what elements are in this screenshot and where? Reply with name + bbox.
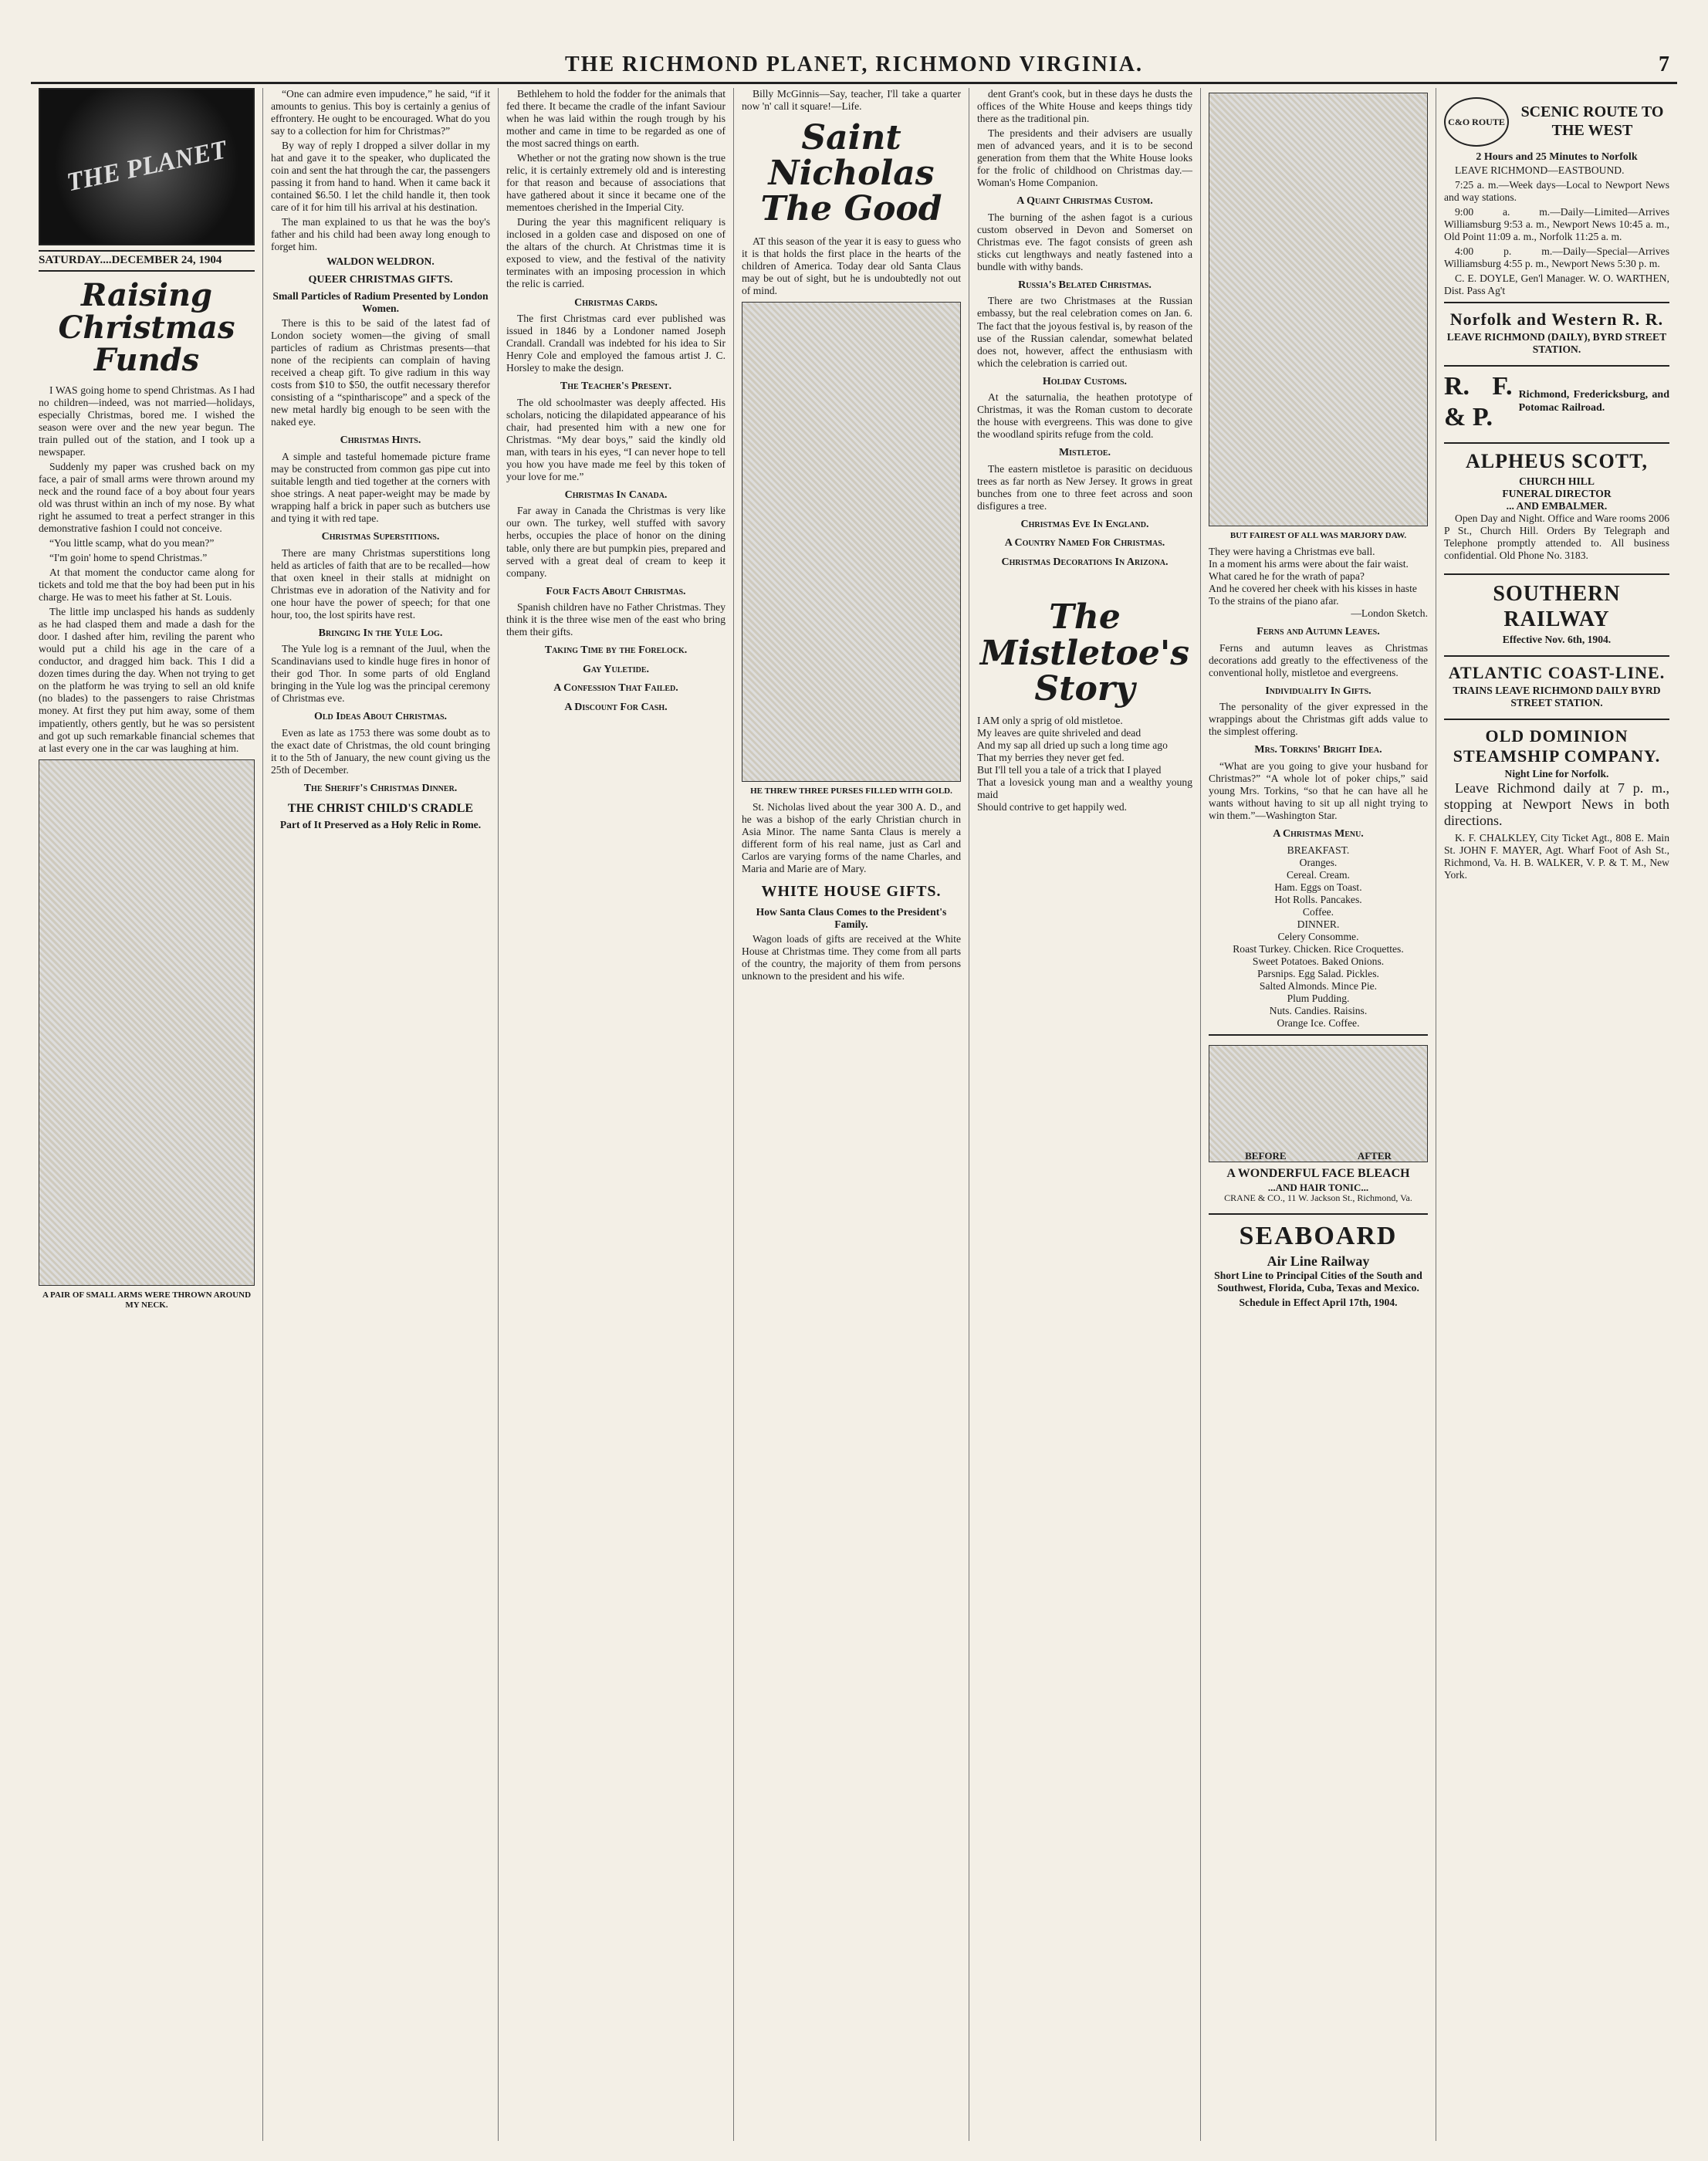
menu-line: Parsnips. Egg Salad. Pickles. — [1257, 967, 1379, 979]
article-paragraph: St. Nicholas lived about the year 300 A. D., and he was a bishop of the early Christian church in Asia Minor. The name Santa Claus is merely a different form of his real name, just as Carl and Carlos are varying forms of the name Charles, and Maria and Marie are of Mary. — [742, 800, 961, 874]
section-title: Christmas Eve In England. — [1020, 518, 1149, 530]
article-signature: WALDON WELDRON. — [326, 255, 435, 268]
section-title: Gay Yuletide. — [582, 663, 650, 675]
ad-subtitle: Night Line for Norfolk. — [1504, 767, 1609, 780]
section-text: Spanish children have no Father Christmas. They think it is the three wise men of the east who bring them their gifts. — [506, 601, 725, 638]
article-paragraph: Bethlehem to hold the fodder for the animals that fed there. It became the cradle of the infant Saviour when he was laid within the rough trough by his mother and came in time to be regarded as one of the most sacred things on earth. — [506, 88, 725, 150]
before-after-illustration — [1209, 1045, 1428, 1162]
section-text: The old schoolmaster was deeply affected. His scholars, noticing the dilapidated appearance of his chair, had presented him with a new one for Christmas. “My dear boys,” said the kindly old man, with tears in his eyes, “I can never hope to tell you how you have made me feel by this token of your love for me.” — [506, 396, 725, 482]
poem-line: That a lovesick young man and a wealthy young maid — [977, 776, 1192, 801]
section-title: A Country Named For Christmas. — [1004, 537, 1165, 550]
menu-line: Cereal. Cream. — [1287, 868, 1350, 881]
article-paragraph: The man explained to us that he was the boy's father and his child had been away long enough to forget him. — [271, 216, 490, 253]
label-after: AFTER — [1357, 1149, 1392, 1162]
logo-text: THE PLANET — [64, 135, 229, 198]
section-title: A Confession That Failed. — [553, 682, 678, 695]
section-text: The Yule log is a remnant of the Juul, when the Scandinavians used to kindle huge fires in honor of their god Thor. In some parts of old England bringing in the Yule log was the principal ceremony of Christmas eve. — [271, 643, 490, 705]
article-paragraph: Suddenly my paper was crushed back on my face, a pair of small arms were thrown around my neck and the round face of a boy about four years old was thrust within an inch of my nose. By what right he assumed to treat a perfect stranger in this demonstrative fashion I could not conceive. — [39, 460, 255, 535]
menu-line: Celery Consomme. — [1277, 930, 1359, 942]
article-paragraph: Whether or not the grating now shown is the true relic, it is certainly extremely old and is interesting for that reason and because of associations that have gathered about it since it became one of the mementoes cherished in the Imperial City. — [506, 152, 725, 214]
alpheus-scott-ad — [1444, 442, 1669, 569]
menu-line: BREAKFAST. — [1287, 844, 1350, 856]
mistletoe-poem — [977, 715, 1192, 813]
illustration-caption: BUT FAIREST OF ALL WAS MARJORY DAW. — [1229, 531, 1407, 540]
section-title: QUEER CHRISTMAS GIFTS. — [308, 274, 453, 286]
poem-line: But I'll tell you a tale of a trick that I played — [977, 764, 1162, 776]
section-text: Wagon loads of gifts are received at the White House at Christmas time. They come from all parts of the country, the majority of them from persons unknown to the president and his wife. — [742, 932, 961, 982]
illustration-caption: A PAIR OF SMALL ARMS WERE THROWN AROUND MY NECK. — [42, 1290, 252, 1310]
section-text: At the saturnalia, the heathen prototype of Christmas, it was the Roman custom to decorate the house with evergreens. This was done to give the woodland spirits refuge from the cold. — [977, 391, 1192, 441]
column-4 — [733, 88, 969, 2141]
co-logo: C&O ROUTE — [1444, 97, 1509, 147]
ad-title: SOUTHERN RAILWAY — [1493, 581, 1621, 631]
article-paragraph: Billy McGinnis—Say, teacher, I'll take a quarter now 'n' call it square!—Life. — [742, 88, 961, 113]
menu-line: Plum Pudding. — [1287, 992, 1350, 1004]
poem-line: My leaves are quite shriveled and dead — [977, 727, 1141, 739]
poem-credit: —London Sketch. — [1351, 607, 1428, 620]
section-title: Christmas In Canada. — [564, 489, 668, 501]
seaboard-ad — [1209, 1213, 1428, 1316]
train-illustration — [39, 759, 255, 1286]
section-text: The eastern mistletoe is parasitic on deciduous trees as far north as New Jersey. It grows in great bunches from one to three feet across and soon disfigures a tree. — [977, 462, 1192, 512]
agent-line: K. F. CHALKLEY, City Ticket Agt., 808 E. Main St. JOHN F. MAYER, Agt. Wharf Foot of Ash St., Richmond, Va. H. B. WALKER, V. P. & T. M., New York. — [1444, 831, 1669, 881]
section-subtitle: How Santa Claus Comes to the President's Family. — [756, 905, 947, 930]
planet-logo — [39, 88, 255, 245]
column-2 — [262, 88, 498, 2141]
illustration-caption: HE THREW THREE PURSES FILLED WITH GOLD. — [750, 786, 952, 796]
marjory-poem — [1209, 546, 1428, 607]
issue-date: SATURDAY....DECEMBER 24, 1904 — [39, 250, 255, 272]
schedule-line: 7:25 a. m.—Week days—Local to Newport News and way stations. — [1444, 178, 1669, 203]
poem-line: Should contrive to get happily wed. — [977, 801, 1128, 813]
section-text: The personality of the giver expressed in the wrappings about the Christmas gift adds value to the simplest offering. — [1209, 701, 1428, 738]
menu-line: Orange Ice. Coffee. — [1277, 1017, 1360, 1029]
headline-mistletoe-story: The Mistletoe's Story — [979, 597, 1190, 708]
section-title: A Christmas Menu. — [1273, 828, 1364, 840]
section-title: Christmas Cards. — [574, 296, 658, 309]
section-text: There is this to be said of the latest fad of London society women—the giving of small particles of radium as Christmas presents—that none of the recipients can complain of having received a cheap gift. To give radium in this way costs from $10 to $50, the outfit necessary therefor consisting of a “spinthariscope” and a speck of the new metal hardly big enough to be seen with the naked eye. — [271, 317, 490, 428]
section-text: The burning of the ashen fagot is a curious custom observed in Devon and Somerset on Christmas eve. The fagot consists of green ash sticks cut lengthways and neatly fastened into a bundle with withy bands. — [977, 211, 1192, 272]
menu-line: Sweet Potatoes. Baked Onions. — [1252, 955, 1385, 967]
ad-subtitle: CHURCH HILL — [1519, 475, 1595, 487]
section-title: Mrs. Torkins' Bright Idea. — [1254, 744, 1382, 756]
headline-saint-nicholas: Saint Nicholas The Good — [760, 118, 942, 229]
section-title: A Quaint Christmas Custom. — [1016, 195, 1153, 208]
marjory-daw-illustration — [1209, 93, 1428, 526]
ad-title: R. F. & P. — [1444, 371, 1513, 431]
menu-line: Salted Almonds. Mince Pie. — [1259, 979, 1378, 992]
article-paragraph: “You little scamp, what do you mean?” — [49, 537, 215, 550]
poem-line: And my sap all dried up such a long time ago — [977, 739, 1168, 752]
ad-title: OLD DOMINION STEAMSHIP COMPANY. — [1453, 726, 1661, 766]
page-number: 7 — [1659, 52, 1671, 76]
section-text: The first Christmas card ever published was issued in 1846 by a Londoner named Joseph Crandall. Crandall was indebted for his idea to Sir Henry Cole and employed the famous artist J. C. Horsley to make the design. — [506, 313, 725, 374]
menu-line: Oranges. — [1299, 856, 1338, 868]
poem-line: In a moment his arms were about the fair waist. — [1209, 558, 1409, 570]
ad-title: Norfolk and Western R. R. — [1449, 309, 1664, 329]
menu-line: Ham. Eggs on Toast. — [1274, 881, 1362, 893]
schedule-line: LEAVE RICHMOND—EASTBOUND. — [1455, 164, 1625, 176]
section-subtitle: Part of It Preserved as a Holy Relic in Rome. — [279, 819, 482, 831]
headline-raising-funds: Raising Christmas Funds — [58, 276, 235, 378]
menu-line: Hot Rolls. Pancakes. — [1274, 893, 1362, 905]
article-paragraph: I WAS going home to spend Christmas. As I had no children—indeed, was not married—holidays, especially Christmas, bored me. I wished the season were over and the new year begun. The train pulled out of the station, and I took up a newspaper. — [39, 384, 255, 458]
agent-line: C. E. DOYLE, Gen'l Manager. W. O. WARTHEN, Dist. Pass Ag't — [1444, 272, 1669, 296]
section-title: Ferns and Autumn Leaves. — [1256, 626, 1380, 638]
section-title: Four Facts About Christmas. — [546, 585, 686, 597]
menu-line: Roast Turkey. Chicken. Rice Croquettes. — [1233, 942, 1404, 955]
ad-title: A WONDERFUL FACE BLEACH — [1226, 1167, 1410, 1181]
masthead — [31, 48, 1677, 84]
section-title: Christmas Hints. — [340, 435, 421, 447]
ad-subtitle: TRAINS LEAVE RICHMOND DAILY BYRD STREET STATION. — [1453, 685, 1661, 709]
ad-text: Leave Richmond daily at 7 p. m., stopping at Newport News in both directions. — [1444, 780, 1669, 829]
ad-title: ALPHEUS SCOTT, — [1465, 450, 1648, 473]
section-title: A Discount For Cash. — [564, 701, 668, 713]
section-title: Mistletoe. — [1058, 447, 1111, 459]
menu-line: Nuts. Candies. Raisins. — [1269, 1004, 1368, 1016]
menu-line: DINNER. — [1297, 918, 1340, 930]
article-paragraph: During the year this magnificent reliquary is inclosed in a golden case and disposed on one of the altars of the church. At Christmas time it is exposed to view, and the festival of the nativity terminates with an imposing procession in which the relic is carried. — [506, 216, 725, 290]
section-title: Taking Time by the Forelock. — [544, 644, 688, 657]
southern-railway-ad — [1444, 573, 1669, 651]
ad-title: SEABOARD — [1239, 1222, 1398, 1251]
poem-line: They were having a Christmas eve ball. — [1209, 545, 1375, 557]
article-intro: AT this season of the year it is easy to guess who it is that holds the first place in the hearts of the children of America. Today dear old Santa Claus may be out of sight, but he is undoubtedly not out of mind. — [742, 235, 961, 296]
article-paragraph: By way of reply I dropped a silver dollar in my hat and gave it to the speaker, who duplicated the coin and sent the hat through the car, the passengers passing it from hand to hand. When it came back it contained $6.50. I let the child handle it, then took care of it for him till his arrival at his destination. — [271, 140, 490, 214]
article-paragraph: At that moment the conductor came along for tickets and told me that the boy had been put in his charge. He was to meet his father at St. Louis. — [39, 566, 255, 604]
ad-schedule: Schedule in Effect April 17th, 1904. — [1239, 1297, 1398, 1309]
ad-subtitle: 2 Hours and 25 Minutes to Norfolk — [1476, 151, 1638, 163]
menu-line: Coffee. — [1302, 905, 1334, 918]
ad-subtitle: Richmond, Fredericksburg, and Potomac Railroad. — [1518, 389, 1669, 414]
article-paragraph: The presidents and their advisers are usually men of advanced years, and it is to be second generation from them that the White House looks for the frolic of childhood on Christmas day.—Woman's Home Companion. — [977, 127, 1192, 189]
co-route-ad — [1444, 93, 1669, 151]
section-title: Holiday Customs. — [1042, 375, 1128, 387]
schedule-line: 9:00 a. m.—Daily—Limited—Arrives Williamsburg 9:53 a. m., Newport News 10:45 a. m., Old Point 11:09 a. m., Norfolk 11:25 a. m. — [1444, 205, 1669, 242]
poem-line: I AM only a sprig of old mistletoe. — [977, 715, 1123, 727]
section-title: Old Ideas About Christmas. — [313, 711, 448, 723]
article-paragraph: “One can admire even impudence,” he said, “if it amounts to genius. This boy is certainly a genius of effrontery. He ought to be encouraged. What do you say to a collection for him for Christmas?” — [271, 88, 490, 137]
saint-nicholas-illustration — [742, 302, 961, 782]
section-title: THE CHRIST CHILD'S CRADLE — [287, 801, 474, 815]
ad-subtitle: Air Line Railway — [1267, 1253, 1370, 1270]
ad-subtitle: ... AND EMBALMER. — [1506, 499, 1608, 512]
christmas-menu — [1209, 844, 1428, 1030]
ad-text: Open Day and Night. Office and Ware rooms 2006 P St., Church Hill. Orders By Telegraph and Telephone promptly attended to. All business confidential. Old Phone No. 3183. — [1444, 512, 1669, 561]
column-6 — [1200, 88, 1436, 2141]
masthead-title: THE RICHMOND PLANET, RICHMOND VIRGINIA. — [564, 52, 1143, 76]
section-text: “What are you going to give your husband for Christmas?” “A whole lot of poker chips,” said young Mrs. Torkins, “so that he can have all he wants without having to sit up all night trying to win them.”—Washington Star. — [1209, 759, 1428, 822]
section-title: The Teacher's Present. — [560, 380, 672, 393]
column-3 — [498, 88, 733, 2141]
column-7 — [1436, 88, 1677, 2141]
section-text: Ferns and autumn leaves as Christmas decorations add greatly to the effectiveness of the conventional holly, mistletoe and evergreens. — [1209, 641, 1428, 678]
article-paragraph: dent Grant's cook, but in these days he dusts the offices of the White House and keeps things tidy there as the traditional pin. — [977, 88, 1192, 125]
section-text: A simple and tasteful homemade picture frame may be constructed from common gas pipe cut into suitable length and tied together at the corners with shoe strings. A neat paper-weight may be made by wrapping half a brick in paper such as butchers use and tying it with red tape. — [271, 450, 490, 524]
article-paragraph: “I'm goin' home to spend Christmas.” — [49, 552, 208, 564]
ad-subtitle: ...AND HAIR TONIC... — [1267, 1181, 1369, 1193]
ad-subtitle: FUNERAL DIRECTOR — [1502, 487, 1612, 499]
section-text: There are many Christmas superstitions long held as articles of faith that are to be recalled—how that oxen kneel in their stalls at midnight on Christmas eve in adoration of the Nativity and for one hour have the power of speech; for that one hour, too, the lost spirits have rest. — [271, 546, 490, 621]
poem-line: And he covered her cheek with his kisses in haste — [1209, 583, 1417, 595]
poem-line: That my berries they never get fed. — [977, 752, 1125, 764]
poem-line: What cared he for the wrath of papa? — [1209, 570, 1365, 583]
section-title: Russia's Belated Christmas. — [1018, 279, 1152, 291]
section-subtitle: Small Particles of Radium Presented by London Women. — [272, 289, 489, 314]
atlantic-coast-line-ad — [1444, 655, 1669, 714]
ad-text: Short Line to Principal Cities of the South and Southwest, Florida, Cuba, Texas and Mexico. — [1214, 1270, 1422, 1294]
ad-subtitle: LEAVE RICHMOND (DAILY), BYRD STREET STATION. — [1446, 330, 1667, 355]
article-paragraph: The little imp unclasped his hands as suddenly as he had clasped them and made a dash for the door. I dashed after him, reviling the parent who would put a child his age in the care of a conductor, and dragged him back. This I did a dozen times during the day. When not trying to get on the platform he was trying to sell an old knife (no blades) to the passengers to raise Christmas money. At first they put him away, some of them impatiently, others gently, but he was so persistent and got up such remarkable financial schemes that at last every one in the car was laughing at him. — [39, 606, 255, 754]
old-dominion-ad — [1444, 719, 1669, 888]
section-title: The Sheriff's Christmas Dinner. — [303, 783, 458, 795]
section-text: Even as late as 1753 there was some doubt as to the exact date of Christmas, the old count bringing it to the 5th of January, the new count giving us the 25th of December. — [271, 726, 490, 776]
ad-subtitle: Effective Nov. 6th, 1904. — [1502, 634, 1612, 646]
columns — [31, 88, 1677, 2141]
section-title: Individuality In Gifts. — [1265, 685, 1371, 697]
section-title: WHITE HOUSE GIFTS. — [761, 882, 942, 900]
poem-line: To the strains of the piano afar. — [1209, 595, 1339, 607]
ad-title: SCENIC ROUTE TO THE WEST — [1520, 103, 1664, 139]
rfp-ad — [1444, 365, 1669, 438]
label-before: BEFORE — [1245, 1149, 1287, 1162]
schedule-line: 4:00 p. m.—Daily—Special—Arrives Williamsburg 4:55 p. m., Newport News 5:30 p. m. — [1444, 245, 1669, 269]
ad-seller: CRANE & CO., 11 W. Jackson St., Richmond, Va. — [1224, 1192, 1412, 1204]
column-5 — [969, 88, 1200, 2141]
ad-title: ATLANTIC COAST-LINE. — [1448, 663, 1666, 683]
column-1 — [31, 88, 262, 2141]
norfolk-western-ad — [1444, 302, 1669, 360]
section-title: Christmas Superstitions. — [321, 531, 440, 543]
section-title: Christmas Decorations In Arizona. — [1001, 556, 1169, 568]
section-text: There are two Christmases at the Russian embassy, but the real celebration comes on Jan. 6. The fact that the joyous festival is, by reason of the use of the Russian calendar, somewhat belated does not, however, affect the enthusiasm with which the celebration is carried out. — [977, 295, 1192, 369]
section-title: Bringing In the Yule Log. — [318, 627, 443, 639]
face-bleach-ad — [1209, 1034, 1428, 1209]
section-text: Far away in Canada the Christmas is very like our own. The turkey, well stuffed with savory herbs, occupies the place of honor on the dining table, only there are but pumpkin pies, prepared and served with a great deal of cream to keep it company. — [506, 505, 725, 579]
